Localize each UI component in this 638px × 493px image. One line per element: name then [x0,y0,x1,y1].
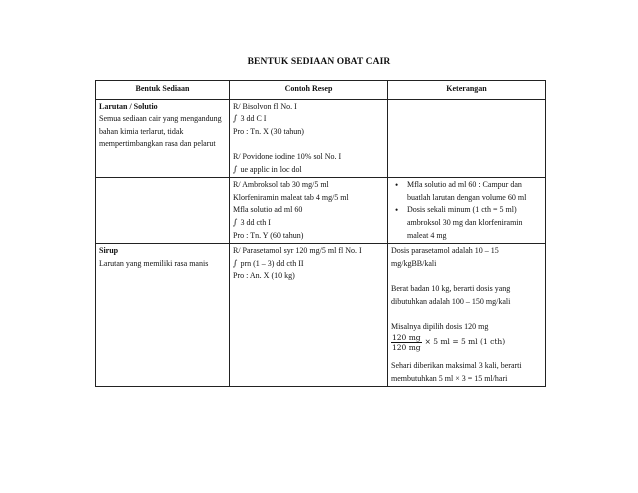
keterangan-list [391,179,542,242]
resep-line: R/ Parasetamol syr 120 mg/5 ml fl No. I [233,246,362,256]
header-bentuk-sediaan: Bentuk Sediaan [96,81,230,100]
resep-line: R/ Povidone iodine 10% sol No. I [233,151,342,161]
signa-text: 3 dd C I [240,114,267,124]
keterangan-line: ambroksol 30 mg dan klorfeniramin [407,217,523,227]
resep-signa [233,217,384,230]
document-title: BENTUK SEDIAAN OBAT CAIR [247,57,391,67]
resep-line: R/ Bisolvon fl No. I [233,101,297,111]
cell-keterangan-sirup [388,244,546,387]
table-row-ambroksol [96,178,546,244]
signa-text: ue applic in loc dol [240,164,302,174]
cell-sediaan-sirup [96,244,230,387]
keterangan-item [405,179,542,204]
resep-pro: Pro : An. X (10 kg) [233,271,295,281]
resep-pro: Pro : Tn. X (30 tahun) [233,126,304,136]
integral-symbol: ∫ [233,258,238,269]
dose-formula [391,333,542,352]
table-row-sirup [96,244,546,387]
sediaan-desc-line: Semua sediaan cair yang mengandung [99,114,222,124]
resep-line: Mfla solutio ad ml 60 [233,205,303,215]
resep-signa [233,258,384,271]
integral-symbol: ∫ [233,217,238,228]
dose-fraction [391,333,422,352]
keterangan-line: • Dosis sekali minum (1 cth = 5 ml) [407,205,517,215]
resep-signa [233,113,384,126]
signa-text: 3 dd cth I [240,217,271,227]
sediaan-name: Sirup [99,246,119,256]
fraction-denominator: 120 mg [392,343,421,353]
keterangan-line: maleat 4 mg [407,230,447,240]
keterangan-line: Berat badan 10 kg, berarti dosis yang [391,283,511,293]
sediaan-desc-line: mempertimbangkan rasa dan pelarut [99,139,216,149]
sediaan-desc-line: Larutan yang memiliki rasa manis [99,258,209,268]
cell-resep-larutan [230,99,388,178]
cell-resep-ambroksol [230,178,388,244]
dosage-form-table [95,80,546,387]
keterangan-line: Sehari diberikan maksimal 3 kali, berarti [391,361,522,371]
integral-symbol: ∫ [233,114,238,125]
cell-keterangan-ambroksol [388,178,546,244]
sediaan-name: Larutan / Solutio [99,101,158,111]
keterangan-line: mg/kgBB/kali [391,258,437,268]
table-row-larutan [96,99,546,178]
cell-sediaan-larutan [96,99,230,178]
keterangan-item [405,204,542,242]
fraction-numerator: 120 mg [392,333,421,343]
formula-rest: × 5 ml = 5 ml (1 cth) [424,337,506,347]
resep-line: R/ Ambroksol tab 30 mg/5 ml [233,180,329,190]
resep-signa [233,164,384,177]
cell-keterangan-larutan [388,99,546,178]
integral-symbol: ∫ [233,164,238,175]
keterangan-line: • Mfla solutio ad ml 60 : Campur dan [407,180,522,190]
header-keterangan: Keterangan [388,81,546,100]
header-contoh-resep: Contoh Resep [230,81,388,100]
resep-line: Klorfeniramin maleat tab 4 mg/5 ml [233,192,349,202]
resep-pro: Pro : Tn. Y (60 tahun) [233,230,304,240]
keterangan-line: membutuhkan 5 ml × 3 = 15 ml/hari [391,373,508,383]
keterangan-line: dibutuhkan adalah 100 – 150 mg/kali [391,296,511,306]
table-header-row [96,81,546,100]
keterangan-line: Dosis parasetamol adalah 10 – 15 [391,246,499,256]
signa-text: prn (1 – 3) dd cth II [240,258,304,268]
keterangan-line: buatlah larutan dengan volume 60 ml [407,192,527,202]
keterangan-line: Misalnya dipilih dosis 120 mg [391,321,489,331]
cell-resep-sirup [230,244,388,387]
cell-sediaan-empty [96,178,230,244]
sediaan-desc-line: bahan kimia terlarut, tidak [99,126,184,136]
